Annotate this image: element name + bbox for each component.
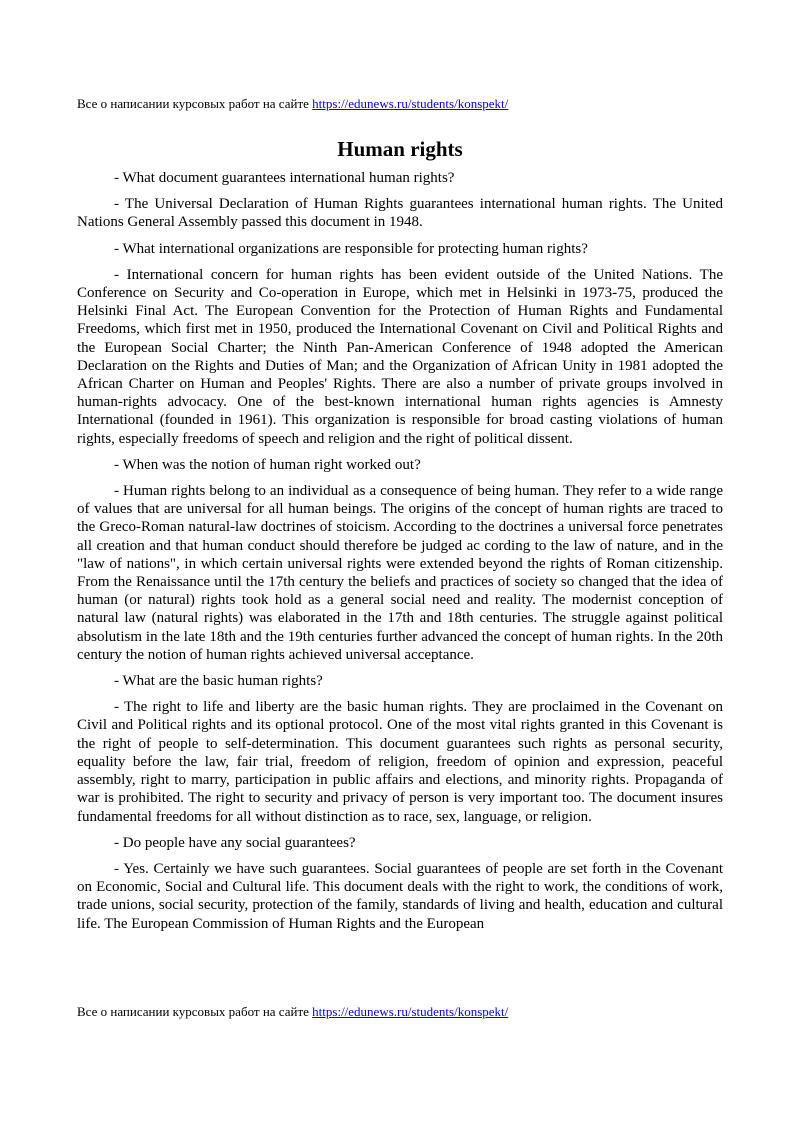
question-paragraph: - What are the basic human rights? [114,673,323,690]
page-header [77,96,508,112]
answer-paragraph: - The Universal Declaration of Human Rights guarantees international human rights. The United Nations General Assembly passed this document in 1948. [77,196,723,231]
footer-prefix: Все о написании курсовых работ на сайте [77,1004,313,1019]
header-prefix: Все о написании курсовых работ на сайте [77,96,313,111]
question-paragraph: - When was the notion of human right worked out? [114,456,421,473]
document-body [77,169,723,941]
answer-paragraph: - The right to life and liberty are the basic human rights. They are proclaimed in the Covenant on Civil and Political rights and its optional protocol. One of the most vital rights granted in this Covenant is the right of people to self-determination. This document guarantees such rights as personal security, equality before the law, fair trial, freedom of religion, freedom of opinion and expression, peaceful assembly, right to marry, participation in public affairs and elections, and minority rights. Propaganda of war is prohibited. The right to security and privacy of person is very important too. The document insures fundamental freedoms for all without distinction as to race, sex, language, or religion. [77,699,723,825]
answer-paragraph: - International concern for human rights has been evident outside of the United Nations. The Conference on Security and Co-operation in Europe, which met in Helsinki in 1973-75, produced the Helsinki Final Act. The European Convention for the Protection of Human Rights and Fundamental Freedoms, which first met in 1950, produced the International Covenant on Civil and Political Rights and the European Social Charter; the Ninth Pan-American Conference of 1948 adopted the American Declaration on the Rights and Duties of Man; and the Organization of African Unity in 1981 adopted the African Charter on Human and Peoples' Rights. There are also a number of private groups involved in human-rights advocacy. One of the best-known international human rights agencies is Amnesty International (founded in 1961). This organization is responsible for broad casting violations of human rights, especially freedoms of speech and religion and the right of political dissent. [77,266,723,447]
footer-link[interactable]: https://edunews.ru/students/konspekt/ [312,1004,509,1019]
page-footer [77,1004,508,1020]
question-paragraph: - What document guarantees international human rights? [114,170,455,186]
question-paragraph: - What international organizations are responsible for protecting human rights? [114,240,588,257]
answer-paragraph: - Human rights belong to an individual as a consequence of being human. They refer to a wide range of values that are universal for all human beings. The origins of the concept of human rights are traced to the Greco-Roman natural-law doctrines of stoicism. According to the doctrines a universal force penetrates all creation and that human conduct should therefore be judged ac cording to the law of nature, and in the "law of nations", in which certain universal rights were extended beyond the rights of Roman citizenship. From the Renaissance until the 17th century the beliefs and practices of society so changed that the idea of human (or natural) rights took hold as a general social need and reality. The modernist conception of natural law (natural rights) was elaborated in the 17th and 18th centuries. The struggle against political absolutism in the late 18th and the 19th centuries further advanced the concept of human rights. In the 20th century the notion of human rights achieved universal acceptance. [77,483,723,663]
header-link[interactable]: https://edunews.ru/students/konspekt/ [312,96,509,111]
document-title: Human rights [337,137,463,161]
answer-paragraph: - Yes. Certainly we have such guarantees. Social guarantees of people are set forth in the Covenant on Economic, Social and Cultural life. This document deals with the right to work, the conditions of work, trade unions, social security, protection of the family, standards of living and health, education and cultural life. The European Commission of Human Rights and the European [77,860,723,932]
question-paragraph: - Do people have any social guarantees? [114,834,356,851]
